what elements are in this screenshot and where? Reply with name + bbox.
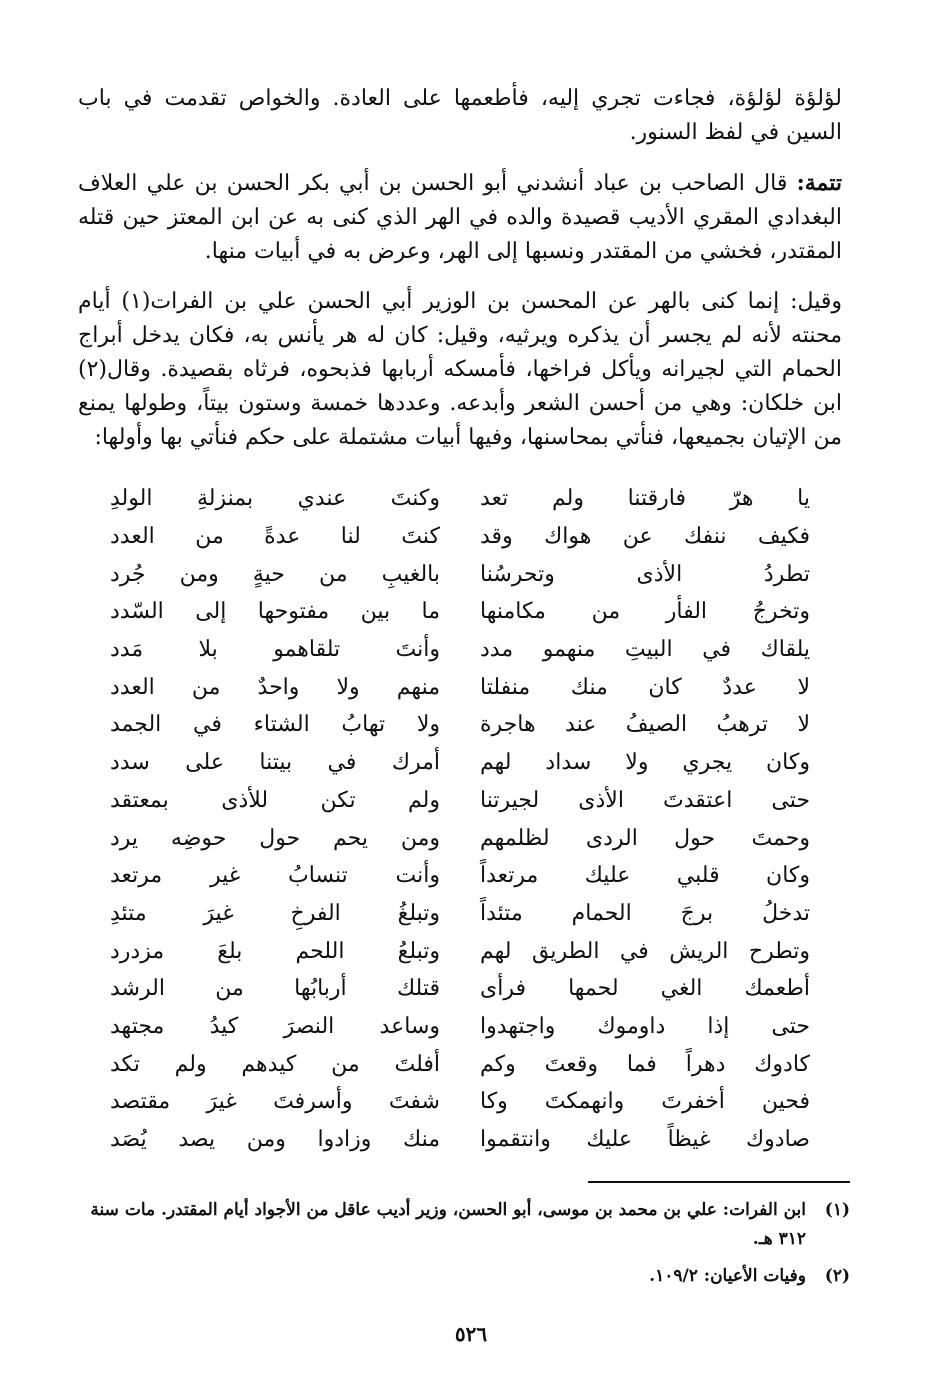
footnote [80, 1196, 850, 1254]
verse-line [110, 555, 810, 593]
verse-line [110, 631, 810, 669]
first-hemistich: فكيف ننفك عن هواك وقد [480, 524, 810, 550]
verse-line [110, 895, 810, 933]
first-hemistich: وحمتَ حول الردى لظلمهم [480, 825, 810, 851]
second-hemistich: وساعد النصرَ كيدُ مجتهد [110, 1013, 440, 1039]
first-hemistich: أطعمك الغي لحمها فرأى [480, 976, 810, 1002]
first-hemistich: كادوك دهراً فما وقعتَ وكم [480, 1051, 810, 1077]
second-hemistich: وكنتَ عندي بمنزلةِ الولدِ [110, 486, 440, 512]
footnote-text: وفيات الأعيان: ١٠٩/٢. [649, 1266, 806, 1286]
verse-line [110, 1121, 810, 1159]
verse-line [110, 857, 810, 895]
first-hemistich: حتى إذا داوموك واجتهدوا [480, 1013, 810, 1039]
first-hemistich: صادوك غيظاً عليك وانتقموا [480, 1127, 810, 1153]
footnote-number: (٢) [824, 1266, 850, 1286]
second-hemistich: شفتَ وأسرفتَ غيرَ مقتصد [110, 1089, 440, 1115]
verse-line [110, 1045, 810, 1083]
first-hemistich: لا عددٌ كان منك منفلتا [480, 674, 810, 700]
paragraph-intro [78, 285, 842, 455]
verse-line [110, 782, 810, 820]
second-hemistich: منك وزادوا ومن يصد يُصَد [110, 1127, 440, 1153]
verse-line [110, 518, 810, 556]
footnote-divider [588, 1181, 850, 1183]
first-hemistich: وتطرح الريش في الطريق لهم [480, 938, 810, 964]
verse-line [110, 1008, 810, 1046]
verse-line [110, 706, 810, 744]
second-hemistich: بالغيبِ من حيةٍ ومن جُرد [110, 561, 440, 587]
first-hemistich: وتخرجُ الفأر من مكامنها [480, 599, 810, 625]
addendum-label: تتمة: [796, 170, 842, 196]
footnote-text: ابن الفرات: علي بن محمد بن موسى، أبو الحسن، وزير أديب عاقل من الأجواد أيام المقتدر. مات سنة ٣١٢ هـ. [90, 1200, 806, 1249]
second-hemistich: ولا تهابُ الشتاء في الجمد [110, 712, 440, 738]
verse-line [110, 819, 810, 857]
page-number: ٥٢٦ [454, 1322, 488, 1346]
second-hemistich: ومن يحم حول حوضِه يرد [110, 825, 440, 851]
second-hemistich: قتلك أربابُها من الرشد [110, 976, 440, 1002]
paragraph-text: لؤلؤة لؤلؤة، فجاءت تجري إليه، فأطعمها على العادة. والخواص تقدمت في باب السين في لفظ السنور. [78, 86, 842, 145]
first-hemistich: تدخلُ برجَ الحمام متئداً [480, 900, 810, 926]
first-hemistich: يا هرّ فارقتنا ولم تعد [480, 486, 810, 512]
second-hemistich: كنتَ لنا عدةً من العدد [110, 524, 440, 550]
verse-line [110, 970, 810, 1008]
second-hemistich: وتبلغُ الفرخِ غيرَ متئدِ [110, 900, 440, 926]
footnote-number: (١) [824, 1200, 850, 1220]
verse-line [110, 668, 810, 706]
paragraph-text: وقيل: إنما كنى بالهر عن المحسن بن الوزير أبي الحسن علي بن الفرات(١) أيام محنته لأنه لم يجسر أن يذكره ويرثيه، وقيل: كان له هر يأنس به، فكان يدخل أبراج الحمام التي لجيرانه ويأكل فراخها، فأمسكه أربابها فذبحوه، فرثاه بقصيدة. وقال(٢) ابن خلكان: وهي من أحسن الشعر وأبدعه. وعددها خمسة وستون بيتاً، وطولها يمنع من الإتيان بجميعها، فنأتي بمحاسنها، وفيها أبيات مشتملة على حكم فنأتي بها وأولها: [78, 289, 842, 450]
first-hemistich: تطردُ الأذى وتحرسُنا [480, 561, 810, 587]
second-hemistich: وأنتَ تلقاهمو بلا مَدد [110, 637, 440, 663]
paragraph-text: قال الصاحب بن عباد أنشدني أبو الحسن بن أبي بكر الحسن بن علي العلاف البغدادي المقري الأديب قصيدة والده في الهر الذي كنى به عن ابن المعتز حين قتله المقتدر، فخشي من المقتدر ونسبها إلى الهر، وعرض به في أبيات منها. [78, 171, 842, 264]
verse-line [110, 1083, 810, 1121]
first-hemistich: لا ترهبُ الصيفُ عند هاجرة [480, 712, 810, 738]
second-hemistich: أمرك في بيتنا على سدد [110, 750, 440, 776]
first-hemistich: فحين أخفرتَ وانهمكتَ وكا [480, 1089, 810, 1115]
second-hemistich: وتبلعُ اللحم بلعَ مزدرد [110, 938, 440, 964]
second-hemistich: ما بين مفتوحها إلى السّدد [110, 599, 440, 625]
second-hemistich: ولم تكن للأذى بمعتقد [110, 787, 440, 813]
verse-line [110, 593, 810, 631]
verse-line [110, 932, 810, 970]
paragraph-addendum [78, 166, 842, 269]
verse-line [110, 744, 810, 782]
first-hemistich: وكان قلبي عليك مرتعداً [480, 863, 810, 889]
second-hemistich: وأنت تنسابُ غير مرتعد [110, 863, 440, 889]
second-hemistich: أفلتَ من كيدهم ولم تكد [110, 1051, 440, 1077]
poem [110, 480, 810, 1158]
second-hemistich: منهم ولا واحدٌ من العدد [110, 674, 440, 700]
paragraph-continuation [78, 82, 842, 150]
first-hemistich: وكان يجري ولا سداد لهم [480, 750, 810, 776]
footnote [80, 1262, 850, 1291]
first-hemistich: يلقاك في البيتِ منهمو مدد [480, 637, 810, 663]
first-hemistich: حتى اعتقدتَ الأذى لجيرتنا [480, 787, 810, 813]
verse-line [110, 480, 810, 518]
